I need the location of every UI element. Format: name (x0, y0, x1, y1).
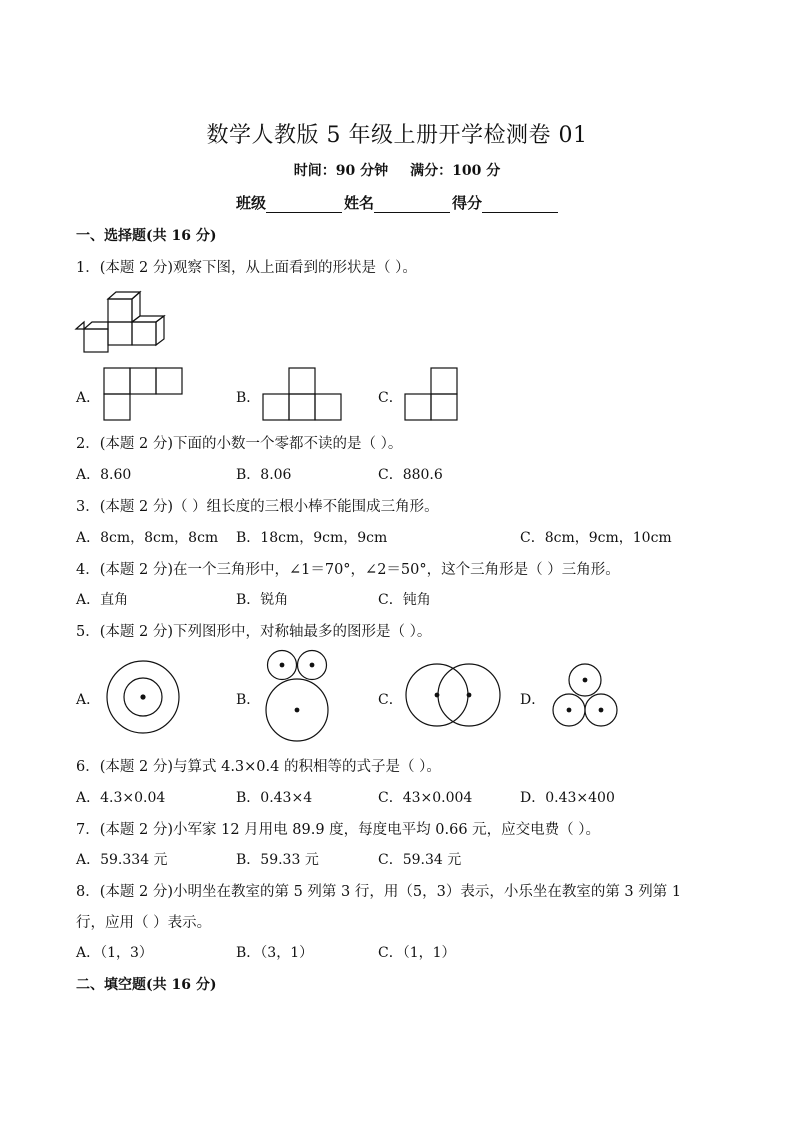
name-blank[interactable] (374, 196, 450, 213)
question-1: 1．(本题 2 分)观察下图，从上面看到的形状是（ ）。 (76, 260, 417, 276)
q2-option-b[interactable]: B．8.06 (236, 467, 292, 483)
q1-option-b-shape[interactable] (263, 368, 341, 420)
cube-stack-outline (76, 290, 166, 356)
q7-option-c[interactable]: C．59.34 元 (378, 852, 462, 868)
question-6: 6．(本题 2 分)与算式 4.3×0.4 的积相等的式子是（ ）。 (76, 759, 441, 775)
exam-time: 时间：90 分钟 (293, 163, 389, 179)
q1-option-c-shape[interactable] (405, 368, 457, 420)
q1-option-a-shape[interactable] (104, 368, 182, 420)
q5-option-d-figure[interactable] (550, 663, 620, 729)
class-label: 班级 (236, 194, 267, 212)
class-blank[interactable] (266, 196, 342, 213)
q2-option-c[interactable]: C．880.6 (378, 467, 443, 483)
q6-option-d[interactable]: D．0.43×400 (520, 790, 615, 806)
section-choice-title: 一、选择题(共 16 分) (76, 228, 217, 244)
q5-option-d-label[interactable]: D． (520, 692, 546, 708)
q1-option-c-label[interactable]: C． (378, 390, 403, 406)
question-8: 8．(本题 2 分)小明坐在教室的第 5 列第 3 行，用（5，3）表示，小乐坐在教室的第 3 列第 1 (76, 884, 682, 900)
q8-option-b[interactable]: B．（3，1） (236, 945, 314, 961)
q5-option-b-label[interactable]: B． (236, 692, 261, 708)
question-8-continued: 行，应用（ ）表示。 (76, 915, 212, 931)
question-2: 2．(本题 2 分)下面的小数一个零都不读的是（ ）。 (76, 436, 403, 452)
q5-option-a-figure[interactable] (106, 660, 180, 734)
q1-option-a-label[interactable]: A． (76, 390, 101, 406)
q3-option-b[interactable]: B．18cm，9cm，9cm (236, 530, 388, 546)
question-5: 5．(本题 2 分)下列图形中，对称轴最多的图形是（ ）。 (76, 624, 432, 640)
q5-option-a-label[interactable]: A． (76, 692, 101, 708)
q6-option-b[interactable]: B．0.43×4 (236, 790, 313, 806)
student-fields (236, 192, 560, 213)
q5-option-b-figure[interactable] (264, 650, 332, 742)
question-3: 3．(本题 2 分)（ ）组长度的三根小棒不能围成三角形。 (76, 499, 439, 515)
q5-option-c-figure[interactable] (405, 663, 501, 727)
q8-option-c[interactable]: C．（1，1） (378, 945, 456, 961)
page-title: 数学人教版 5 年级上册开学检测卷 01 (206, 123, 588, 148)
q7-option-b[interactable]: B．59.33 元 (236, 852, 319, 868)
section-fill-title: 二、填空题(共 16 分) (76, 977, 217, 993)
q5-option-c-label[interactable]: C． (378, 692, 403, 708)
q7-option-a[interactable]: A．59.334 元 (76, 852, 168, 868)
question-4: 4．(本题 2 分)在一个三角形中，∠1＝70°，∠2＝50°，这个三角形是（ ）三角形。 (76, 562, 620, 578)
score-label: 得分 (452, 194, 483, 212)
q2-option-a[interactable]: A．8.60 (76, 467, 132, 483)
q6-option-c[interactable]: C．43×0.004 (378, 790, 473, 806)
q4-option-a[interactable]: A．直角 (76, 592, 129, 608)
q4-option-c[interactable]: C．钝角 (378, 592, 431, 608)
name-label: 姓名 (344, 194, 375, 212)
q6-option-a[interactable]: A．4.3×0.04 (76, 790, 166, 806)
exam-meta (0, 160, 794, 180)
exam-score: 满分：100 分 (410, 163, 501, 179)
score-blank[interactable] (482, 196, 558, 213)
q4-option-b[interactable]: B．锐角 (236, 592, 289, 608)
q3-option-c[interactable]: C．8cm，9cm，10cm (520, 530, 672, 546)
q1-option-b-label[interactable]: B． (236, 390, 261, 406)
q3-option-a[interactable]: A．8cm，8cm，8cm (76, 530, 219, 546)
question-7: 7．(本题 2 分)小军家 12 月用电 89.9 度，每度电平均 0.66 元，应交电费（ ）。 (76, 822, 601, 838)
q8-option-a[interactable]: A．（1，3） (76, 945, 153, 961)
